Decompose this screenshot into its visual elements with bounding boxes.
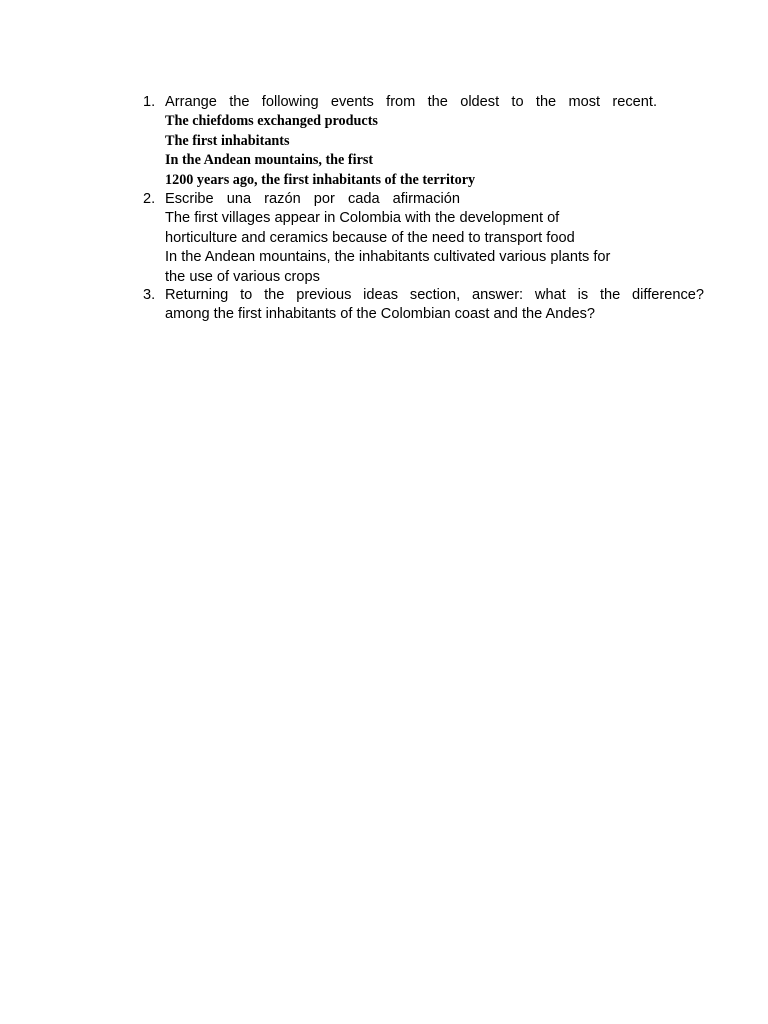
- event-item: 1200 years ago, the first inhabitants of the territory: [165, 171, 476, 188]
- statement-line: The first villages appear in Colombia with the development of: [165, 210, 560, 227]
- question-continuation: among the first inhabitants of the Colombian coast and the Andes?: [165, 306, 595, 323]
- question-3: [143, 286, 704, 325]
- question-prompt: Returning to the previous ideas section, answer: what is the difference?: [165, 287, 704, 303]
- event-item: In the Andean mountains, the first: [165, 152, 374, 169]
- event-item: The first inhabitants: [165, 132, 290, 149]
- statement-line: the use of various crops: [165, 268, 320, 285]
- question-2: [143, 190, 704, 287]
- question-body: [165, 286, 704, 325]
- question-number: 2.: [143, 191, 156, 207]
- statement-line: horticulture and ceramics because of the need to transport food: [165, 229, 575, 246]
- question-1: [143, 93, 704, 190]
- question-number: 1.: [143, 94, 156, 110]
- question-number: 3.: [143, 287, 156, 303]
- event-item: The chiefdoms exchanged products: [165, 113, 378, 130]
- question-prompt: Escribe una razón por cada afirmación: [165, 191, 460, 207]
- question-body: [165, 93, 704, 190]
- question-body: [165, 190, 704, 287]
- question-prompt: Arrange the following events from the oldest to the most recent.: [165, 94, 657, 110]
- statement-line: In the Andean mountains, the inhabitants cultivated various plants for: [165, 249, 611, 266]
